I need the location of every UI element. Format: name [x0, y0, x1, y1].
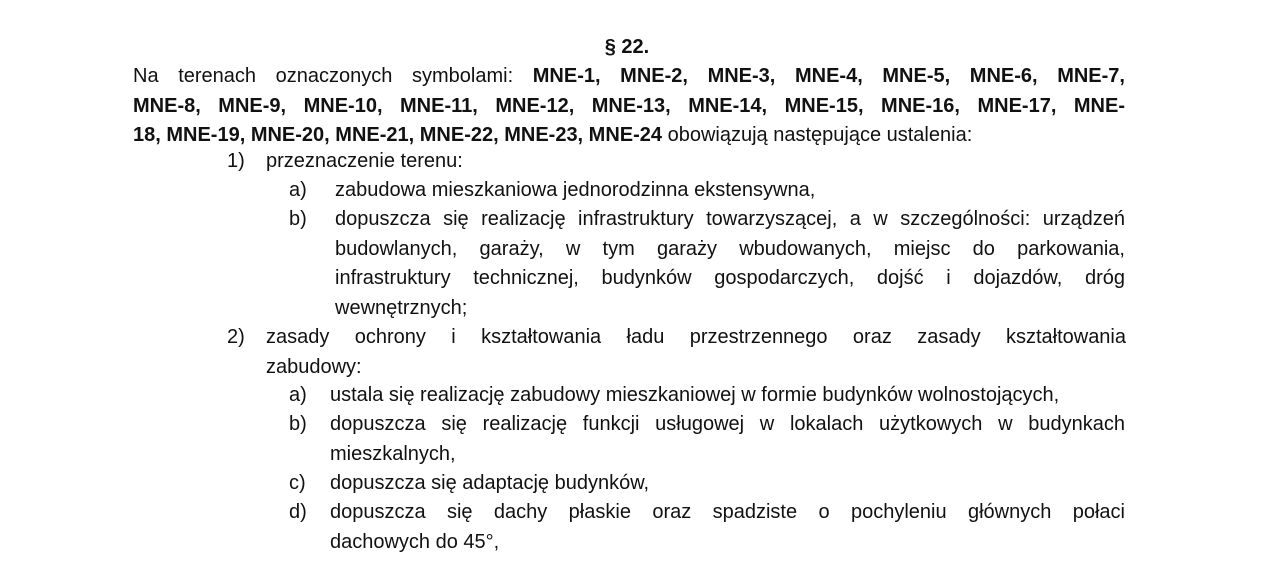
point-text-line: zasady ochrony i kształtowania ładu przestrzennego oraz zasady kształtowania	[266, 326, 1126, 348]
subpoint-text	[330, 498, 1125, 557]
intro-symbols-1: MNE-1, MNE-2, MNE-3, MNE-4, MNE-5, MNE-6, MNE-7,	[532, 65, 1125, 87]
subpoint-text	[330, 381, 1125, 411]
point-text-line: przeznaczenie terenu:	[266, 150, 463, 172]
subpoint-text-line: ustala się realizację zabudowy mieszkaniowej w formie budynków wolnostojących,	[330, 384, 1060, 406]
intro-paragraph	[133, 62, 1125, 151]
subpoint-text-line: zabudowa mieszkaniowa jednorodzinna ekstensywna,	[335, 179, 816, 201]
list-item-point-2c	[0, 469, 1280, 499]
subpoint-text-line: wewnętrznych;	[335, 296, 468, 319]
subpoint-text-line: dopuszcza się adaptację budynków,	[330, 472, 650, 494]
list-item-point-2d	[0, 498, 1280, 558]
list-item-point-2	[0, 323, 1280, 383]
subpoint-letter: b)	[289, 208, 307, 230]
subpoint-text	[335, 205, 1125, 323]
subpoint-text-line: infrastruktury technicznej, budynków gospodarczych, dojść i dojazdów, dróg	[335, 267, 1125, 289]
subpoint-text	[335, 176, 1125, 206]
intro-suffix: obowiązują następujące ustalenia:	[662, 124, 973, 146]
subpoint-text-line: dopuszcza się realizację infrastruktury towarzyszącej, a w szczególności: urządzeń	[335, 208, 1125, 230]
list-item-point-1a	[0, 176, 1280, 206]
subpoint-text-line: dachowych do 45°,	[330, 530, 500, 553]
intro-symbols-2: MNE-8, MNE-9, MNE-10, MNE-11, MNE-12, MNE-13, MNE-14, MNE-15, MNE-16, MNE-17, MNE-	[133, 94, 1125, 117]
point-number: 2)	[227, 326, 245, 348]
subpoint-text	[330, 469, 1125, 499]
list-item-point-2a	[0, 381, 1280, 411]
point-text	[266, 323, 1126, 382]
subpoint-letter: a)	[289, 384, 307, 406]
subpoint-text-line: budowlanych, garaży, w tym garaży wbudowanych, miejsc do parkowania,	[335, 237, 1125, 260]
subpoint-letter: a)	[289, 179, 307, 201]
subpoint-letter: d)	[289, 501, 307, 523]
list-item-point-1b	[0, 205, 1280, 325]
subpoint-text-line: dopuszcza się realizację funkcji usługowej w lokalach użytkowych w budynkach	[330, 413, 1125, 435]
list-item-point-2b	[0, 410, 1280, 470]
subpoint-text-line: dopuszcza się dachy płaskie oraz spadziste o pochyleniu głównych połaci	[330, 501, 1125, 523]
subpoint-text	[330, 410, 1125, 469]
subpoint-text-line: mieszkalnych,	[330, 442, 456, 465]
intro-prefix: Na terenach oznaczonych symbolami:	[133, 65, 533, 87]
point-text-line: zabudowy:	[266, 355, 362, 378]
point-text	[266, 147, 1126, 177]
intro-symbols-3: 18, MNE-19, MNE-20, MNE-21, MNE-22, MNE-23, MNE-24	[133, 124, 663, 146]
section-title: § 22.	[604, 36, 650, 58]
point-number: 1)	[227, 150, 245, 172]
subpoint-letter: c)	[289, 472, 306, 494]
intro-line-1	[133, 62, 1125, 92]
list-item-point-1	[0, 147, 1280, 177]
subpoint-letter: b)	[289, 413, 307, 435]
